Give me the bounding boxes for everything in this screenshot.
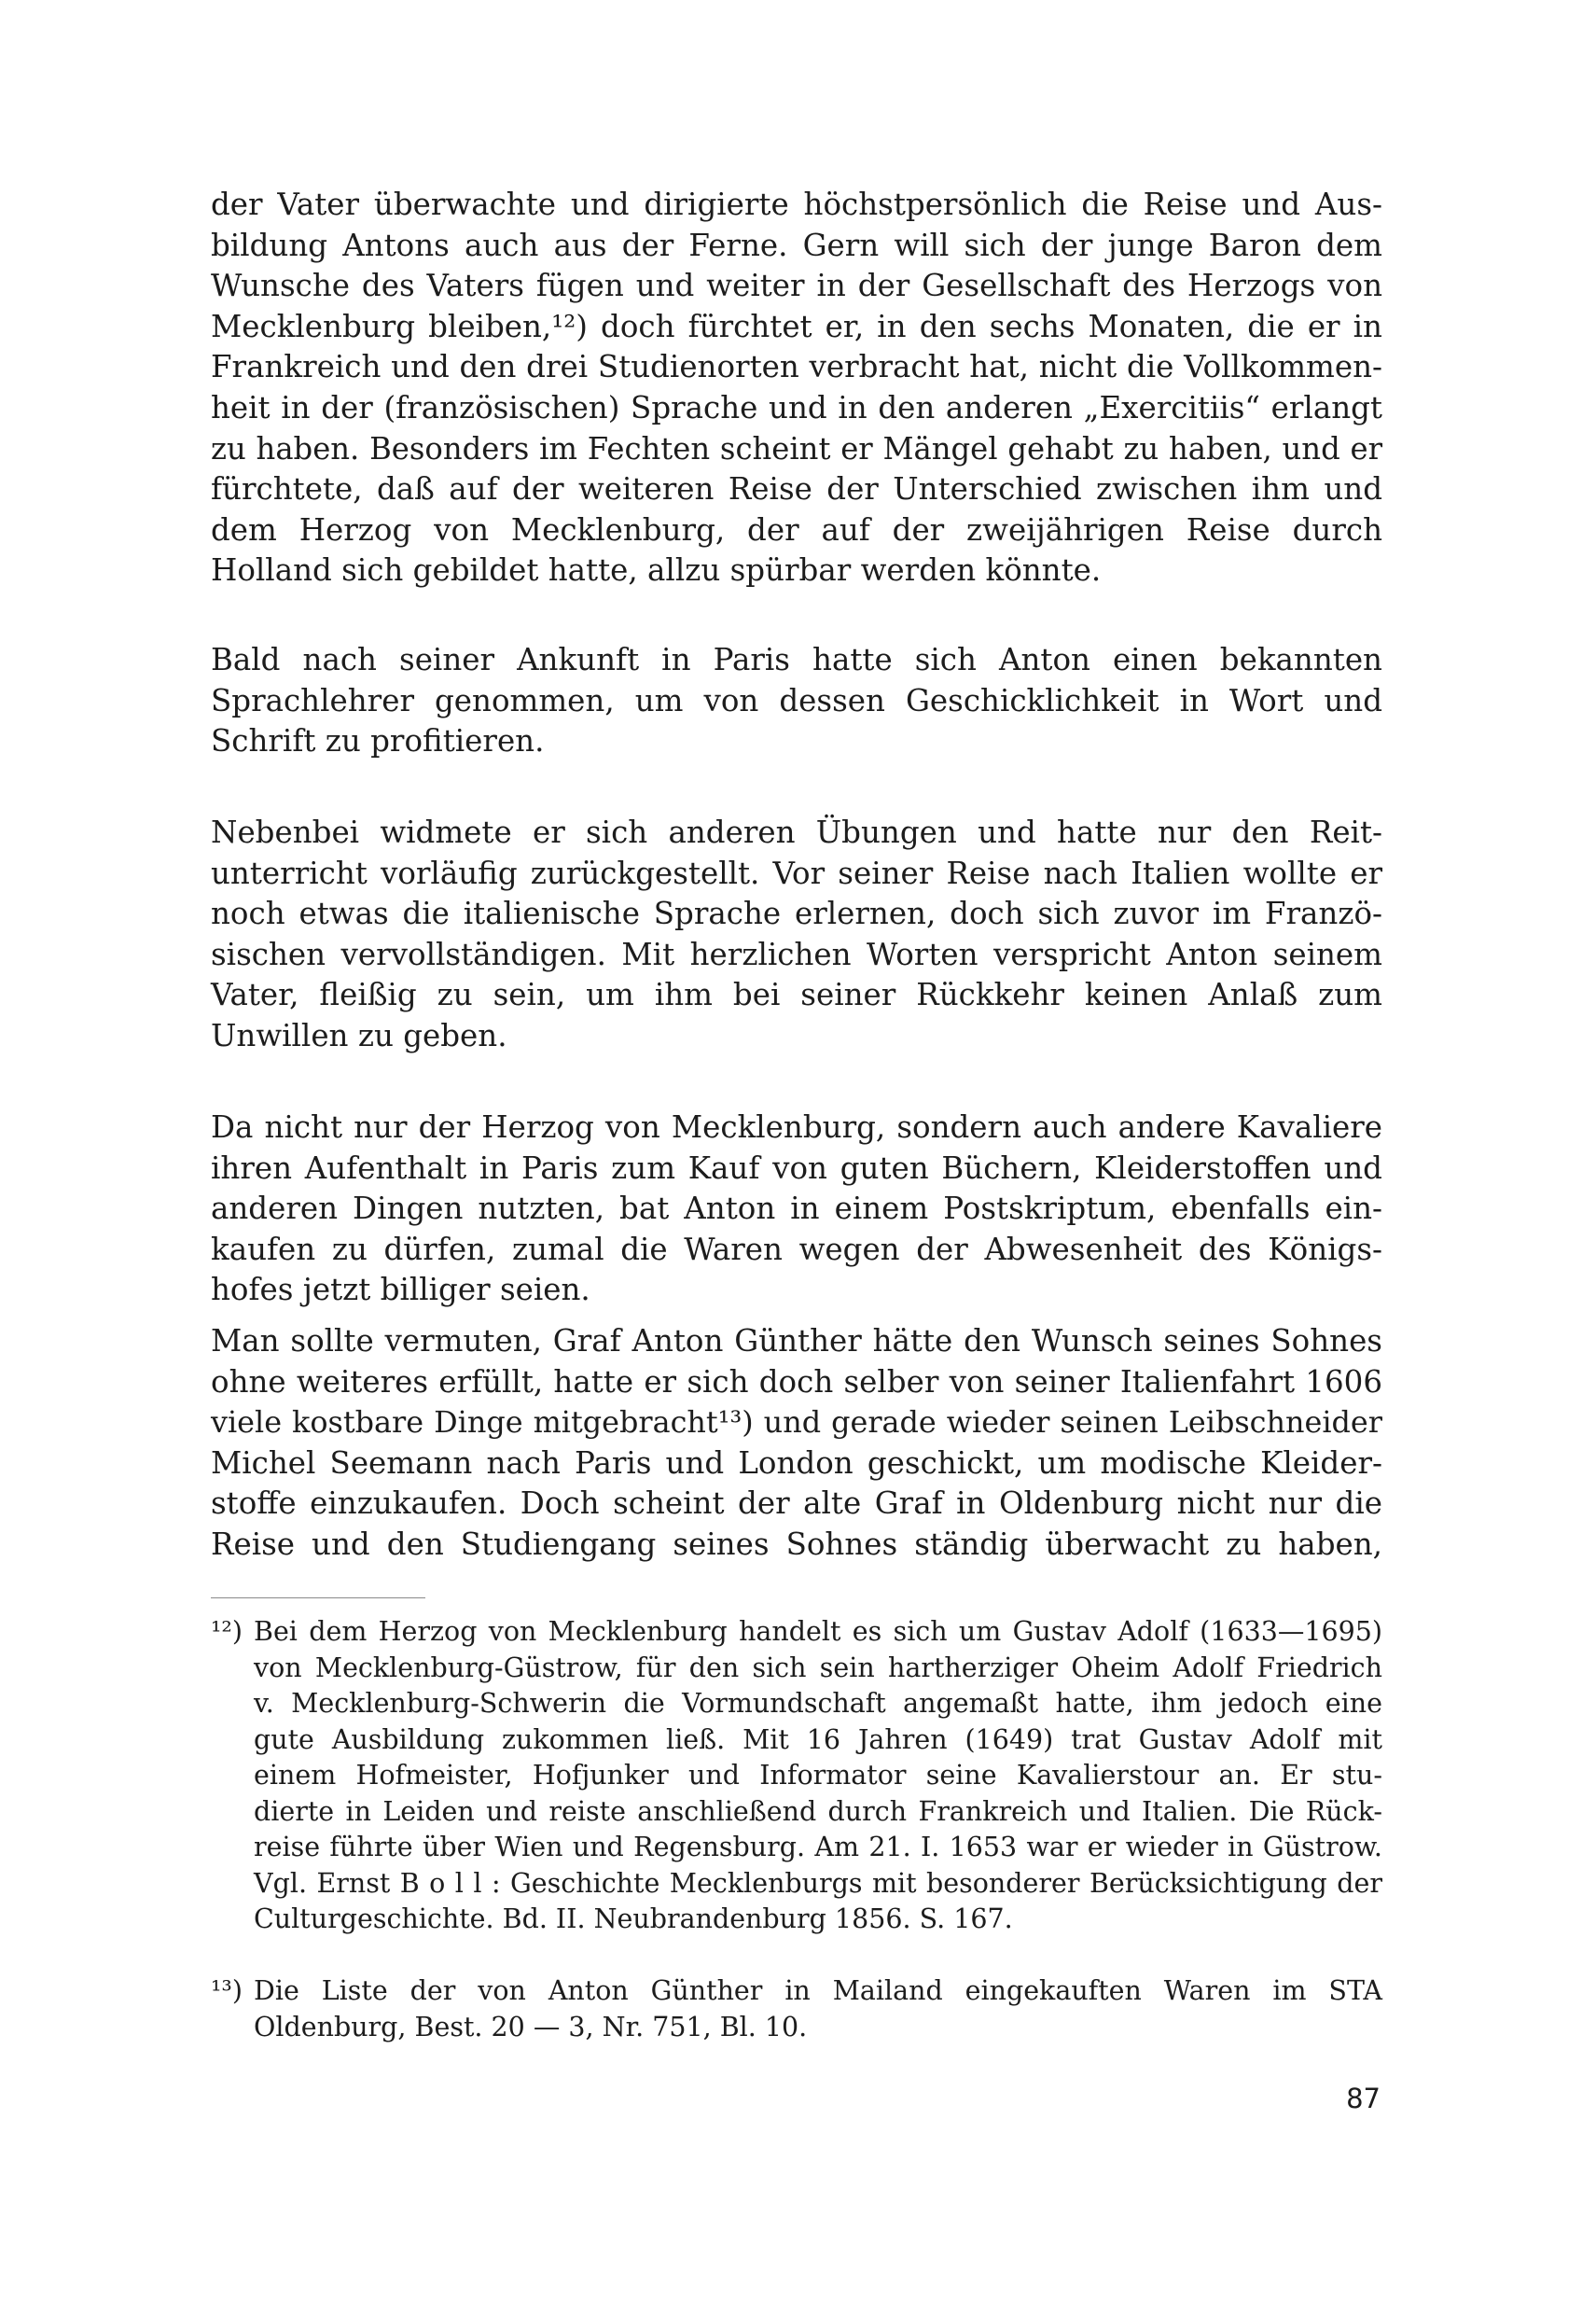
footnote-text [254, 1614, 1382, 1938]
text-line: Holland sich gebildet hatte, allzu spürbar werden könnte. [211, 552, 1102, 589]
text-line: reise führte über Wien und Regensburg. Am 21. I. 1653 war er wieder in Güstrow. [254, 1832, 1382, 1862]
text-line: Man sollte vermuten, Graf Anton Günther hätte den Wunsch seines Sohnes [211, 1323, 1382, 1359]
paragraph-1 [211, 185, 1382, 592]
text-line: ohne weiteres erfüllt, hatte er sich doch selber von seiner Italienfahrt 1606 [211, 1363, 1382, 1400]
text-line: heit in der (französischen) Sprache und in den anderen „Exercitiis“ erlangt [211, 389, 1382, 425]
text-line: stoffe einzukaufen. Doch scheint der alte Graf in Oldenburg nicht nur die [211, 1485, 1382, 1522]
text-line: Vater, fleißig zu sein, um ihm bei seiner Rückkehr keinen Anlaß zum [211, 977, 1382, 1013]
text-line: bildung Antons auch aus der Ferne. Gern will sich der junge Baron dem [211, 227, 1382, 263]
footnote-marker: ¹³) [211, 1975, 243, 2006]
text-line: Reise und den Studiengang seines Sohnes ständig überwacht zu haben, [211, 1526, 1382, 1562]
text-line: unterricht vorläufig zurückgestellt. Vor seiner Reise nach Italien wollte er [211, 855, 1382, 891]
paragraph-3 [211, 813, 1382, 1057]
text-line: Sprachlehrer genommen, um von dessen Geschicklichkeit in Wort und [211, 682, 1382, 718]
text-line: Bald nach seiner Ankunft in Paris hatte sich Anton einen bekannten [211, 642, 1382, 677]
text-line: zu haben. Besonders im Fechten scheint er Mängel gehabt zu haben, und er [211, 430, 1382, 467]
text-line: Da nicht nur der Herzog von Mecklenburg, sondern auch andere Kavaliere [211, 1109, 1382, 1145]
text-line: fürchtete, daß auf der weiteren Reise der Unterschied zwischen ihm und [211, 471, 1382, 508]
text-line: einem Hofmeister, Hofjunker und Informator seine Kavalierstour an. Er stu- [254, 1760, 1382, 1791]
footnote-divider [211, 1597, 425, 1598]
text-line: Frankreich und den drei Studienorten verbracht hat, nicht die Vollkommen- [211, 349, 1382, 385]
text-line: hofes jetzt billiger seien. [211, 1272, 590, 1308]
text-line: Nebenbei widmete er sich anderen Übungen und hatte nur den Reit- [211, 815, 1382, 850]
text-line: Oldenburg, Best. 20 — 3, Nr. 751, Bl. 10. [254, 2011, 808, 2042]
page-number: 87 [1346, 2083, 1381, 2114]
paragraph-4 [211, 1108, 1382, 1311]
text-line: von Mecklenburg-Güstrow, für den sich sein hartherziger Oheim Adolf Friedrich [254, 1652, 1382, 1683]
text-line: Unwillen zu geben. [211, 1017, 507, 1053]
text-line: viele kostbare Dinge mitgebracht¹³) und gerade wieder seinen Leibschneider [211, 1404, 1382, 1441]
text-line: kaufen zu dürfen, zumal die Waren wegen der Abwesenheit des Königs- [211, 1231, 1382, 1267]
text-line: ihren Aufenthalt in Paris zum Kauf von guten Büchern, Kleiderstoffen und [211, 1150, 1382, 1186]
footnote-text [254, 1973, 1382, 2045]
text-line: Bei dem Herzog von Mecklenburg handelt es sich um Gustav Adolf (1633—1695) [254, 1616, 1382, 1647]
text-line: der Vater überwachte und dirigierte höchstpersönlich die Reise und Aus- [211, 187, 1382, 222]
text-line: Wunsche des Vaters fügen und weiter in der Gesellschaft des Herzogs von [211, 268, 1382, 304]
paragraph-2 [211, 640, 1382, 762]
paragraph-5 [211, 1321, 1382, 1566]
text-line: sischen vervollständigen. Mit herzlichen Worten verspricht Anton seinem [211, 936, 1382, 972]
text-line: Die Liste der von Anton Günther in Mailand eingekauften Waren im STA [254, 1975, 1382, 2006]
text-line: Schrift zu profitieren. [211, 723, 545, 760]
text-line: Mecklenburg bleiben,¹²) doch fürchtet er, in den sechs Monaten, die er in [211, 308, 1382, 344]
text-line: Vgl. Ernst B o l l : Geschichte Mecklenburgs mit besonderer Berücksichtigung der [254, 1867, 1382, 1899]
text-line: gute Ausbildung zukommen ließ. Mit 16 Jahren (1649) trat Gustav Adolf mit [254, 1723, 1382, 1755]
text-line: dierte in Leiden und reiste anschließend durch Frankreich und Italien. Die Rück- [254, 1795, 1382, 1827]
text-line: dem Herzog von Mecklenburg, der auf der zweijährigen Reise durch [211, 511, 1382, 548]
footnote-marker: ¹²) [211, 1616, 243, 1647]
text-line: Michel Seemann nach Paris und London geschickt, um modische Kleider- [211, 1444, 1382, 1481]
text-line: noch etwas die italienische Sprache erlernen, doch sich zuvor im Franzö- [211, 896, 1382, 932]
text-line: anderen Dingen nutzten, bat Anton in einem Postskriptum, ebenfalls ein- [211, 1191, 1382, 1227]
text-line: v. Mecklenburg-Schwerin die Vormundschaft angemaßt hatte, ihm jedoch eine [254, 1688, 1382, 1719]
text-line: Culturgeschichte. Bd. II. Neubrandenburg 1856. S. 167. [254, 1903, 1013, 1934]
